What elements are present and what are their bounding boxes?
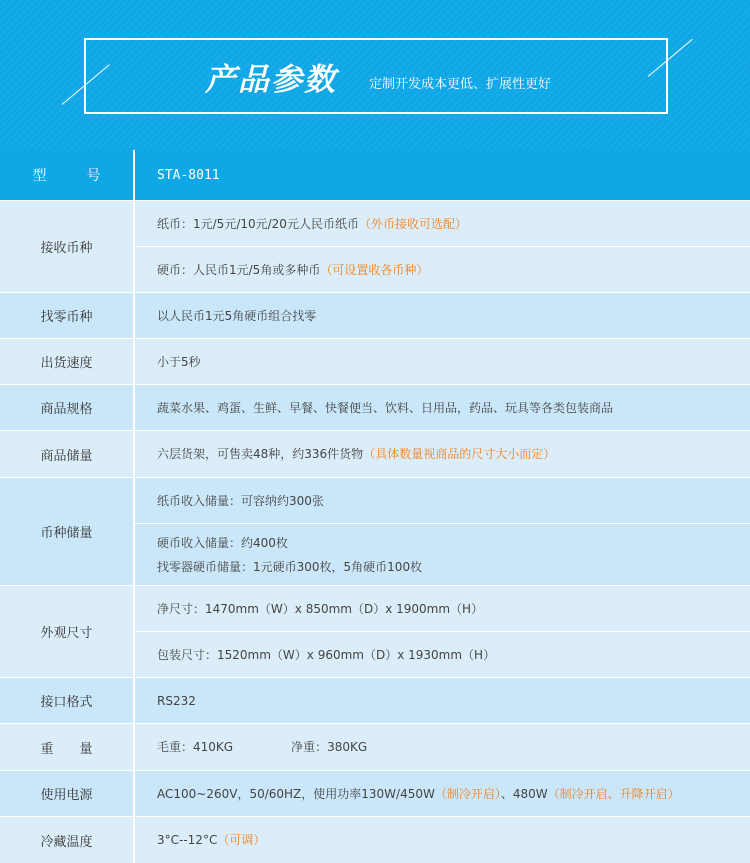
value-line: AC100~260V，50/60HZ，使用功率130W/450W（制冷开启）、480W（制冷开启、升降开启） bbox=[135, 771, 750, 816]
banner-title: 产品参数 bbox=[205, 62, 337, 98]
table-row bbox=[0, 585, 750, 677]
row-value bbox=[135, 817, 750, 863]
row-value bbox=[135, 586, 750, 677]
row-value bbox=[135, 201, 750, 292]
table-row bbox=[0, 430, 750, 477]
row-label: 接收币种 bbox=[0, 201, 135, 292]
value-line: 硬币：人民币1元/5角或多种币（可设置收各币种） bbox=[135, 246, 750, 292]
value-line: 六层货架，可售卖48种，约336件货物（具体数量视商品的尺寸大小而定） bbox=[135, 431, 750, 477]
table-row bbox=[0, 677, 750, 723]
value-line: 3°C--12°C（可调） bbox=[135, 817, 750, 863]
table-header-row bbox=[0, 150, 750, 200]
table-row bbox=[0, 770, 750, 816]
row-label-part: 重 bbox=[40, 741, 54, 757]
table-row bbox=[0, 723, 750, 770]
table-row bbox=[0, 338, 750, 384]
row-label: 使用电源 bbox=[0, 771, 135, 816]
value-line: 以人民币1元5角硬币组合找零 bbox=[135, 293, 750, 338]
row-label-part: 量 bbox=[79, 741, 93, 757]
value-line: 蔬菜水果、鸡蛋、生鲜、早餐、快餐便当、饮料、日用品，药品、玩具等各类包装商品 bbox=[135, 385, 750, 430]
model-label-part: 号 bbox=[86, 168, 101, 184]
value-line: 包装尺寸：1520mm（W）x 960mm（D）x 1930mm（H） bbox=[135, 631, 750, 677]
value-line: RS232 bbox=[135, 678, 750, 723]
row-value bbox=[135, 293, 750, 338]
row-label: 接口格式 bbox=[0, 678, 135, 723]
table-row bbox=[0, 200, 750, 292]
model-label-part: 型 bbox=[32, 168, 47, 184]
value-line: 纸币收入储量：可容纳约300张 bbox=[135, 478, 750, 523]
table-row bbox=[0, 292, 750, 338]
row-label: 外观尺寸 bbox=[0, 586, 135, 677]
row-label: 冷藏温度 bbox=[0, 817, 135, 863]
value-line: 小于5秒 bbox=[135, 339, 750, 384]
value-line: 净尺寸：1470mm（W）x 850mm（D）x 1900mm（H） bbox=[135, 586, 750, 631]
row-label: 商品储量 bbox=[0, 431, 135, 477]
row-label: 找零币种 bbox=[0, 293, 135, 338]
table-row bbox=[0, 816, 750, 863]
value-line: 硬币收入储量：约400枚 找零器硬币储量：1元硬币300枚，5角硬币100枚 bbox=[135, 523, 750, 585]
value-line: 纸币：1元/5元/10元/20元人民币纸币（外币接收可选配） bbox=[135, 201, 750, 246]
banner bbox=[0, 0, 750, 150]
table-row bbox=[0, 384, 750, 430]
row-label: 出货速度 bbox=[0, 339, 135, 384]
row-value bbox=[135, 431, 750, 477]
row-value bbox=[135, 385, 750, 430]
row-value bbox=[135, 724, 750, 770]
row-value bbox=[135, 771, 750, 816]
model-label bbox=[0, 150, 135, 200]
row-label: 商品规格 bbox=[0, 385, 135, 430]
spec-table bbox=[0, 150, 750, 863]
banner-subtitle: 定制开发成本更低、扩展性更好 bbox=[369, 77, 552, 92]
row-label: 币种储量 bbox=[0, 478, 135, 585]
row-value bbox=[135, 339, 750, 384]
row-value bbox=[135, 678, 750, 723]
model-value: STA-8011 bbox=[157, 167, 220, 183]
row-label bbox=[0, 724, 135, 770]
row-value bbox=[135, 478, 750, 585]
value-line: 毛重：410KG 净重：380KG bbox=[135, 724, 750, 770]
table-row bbox=[0, 477, 750, 585]
